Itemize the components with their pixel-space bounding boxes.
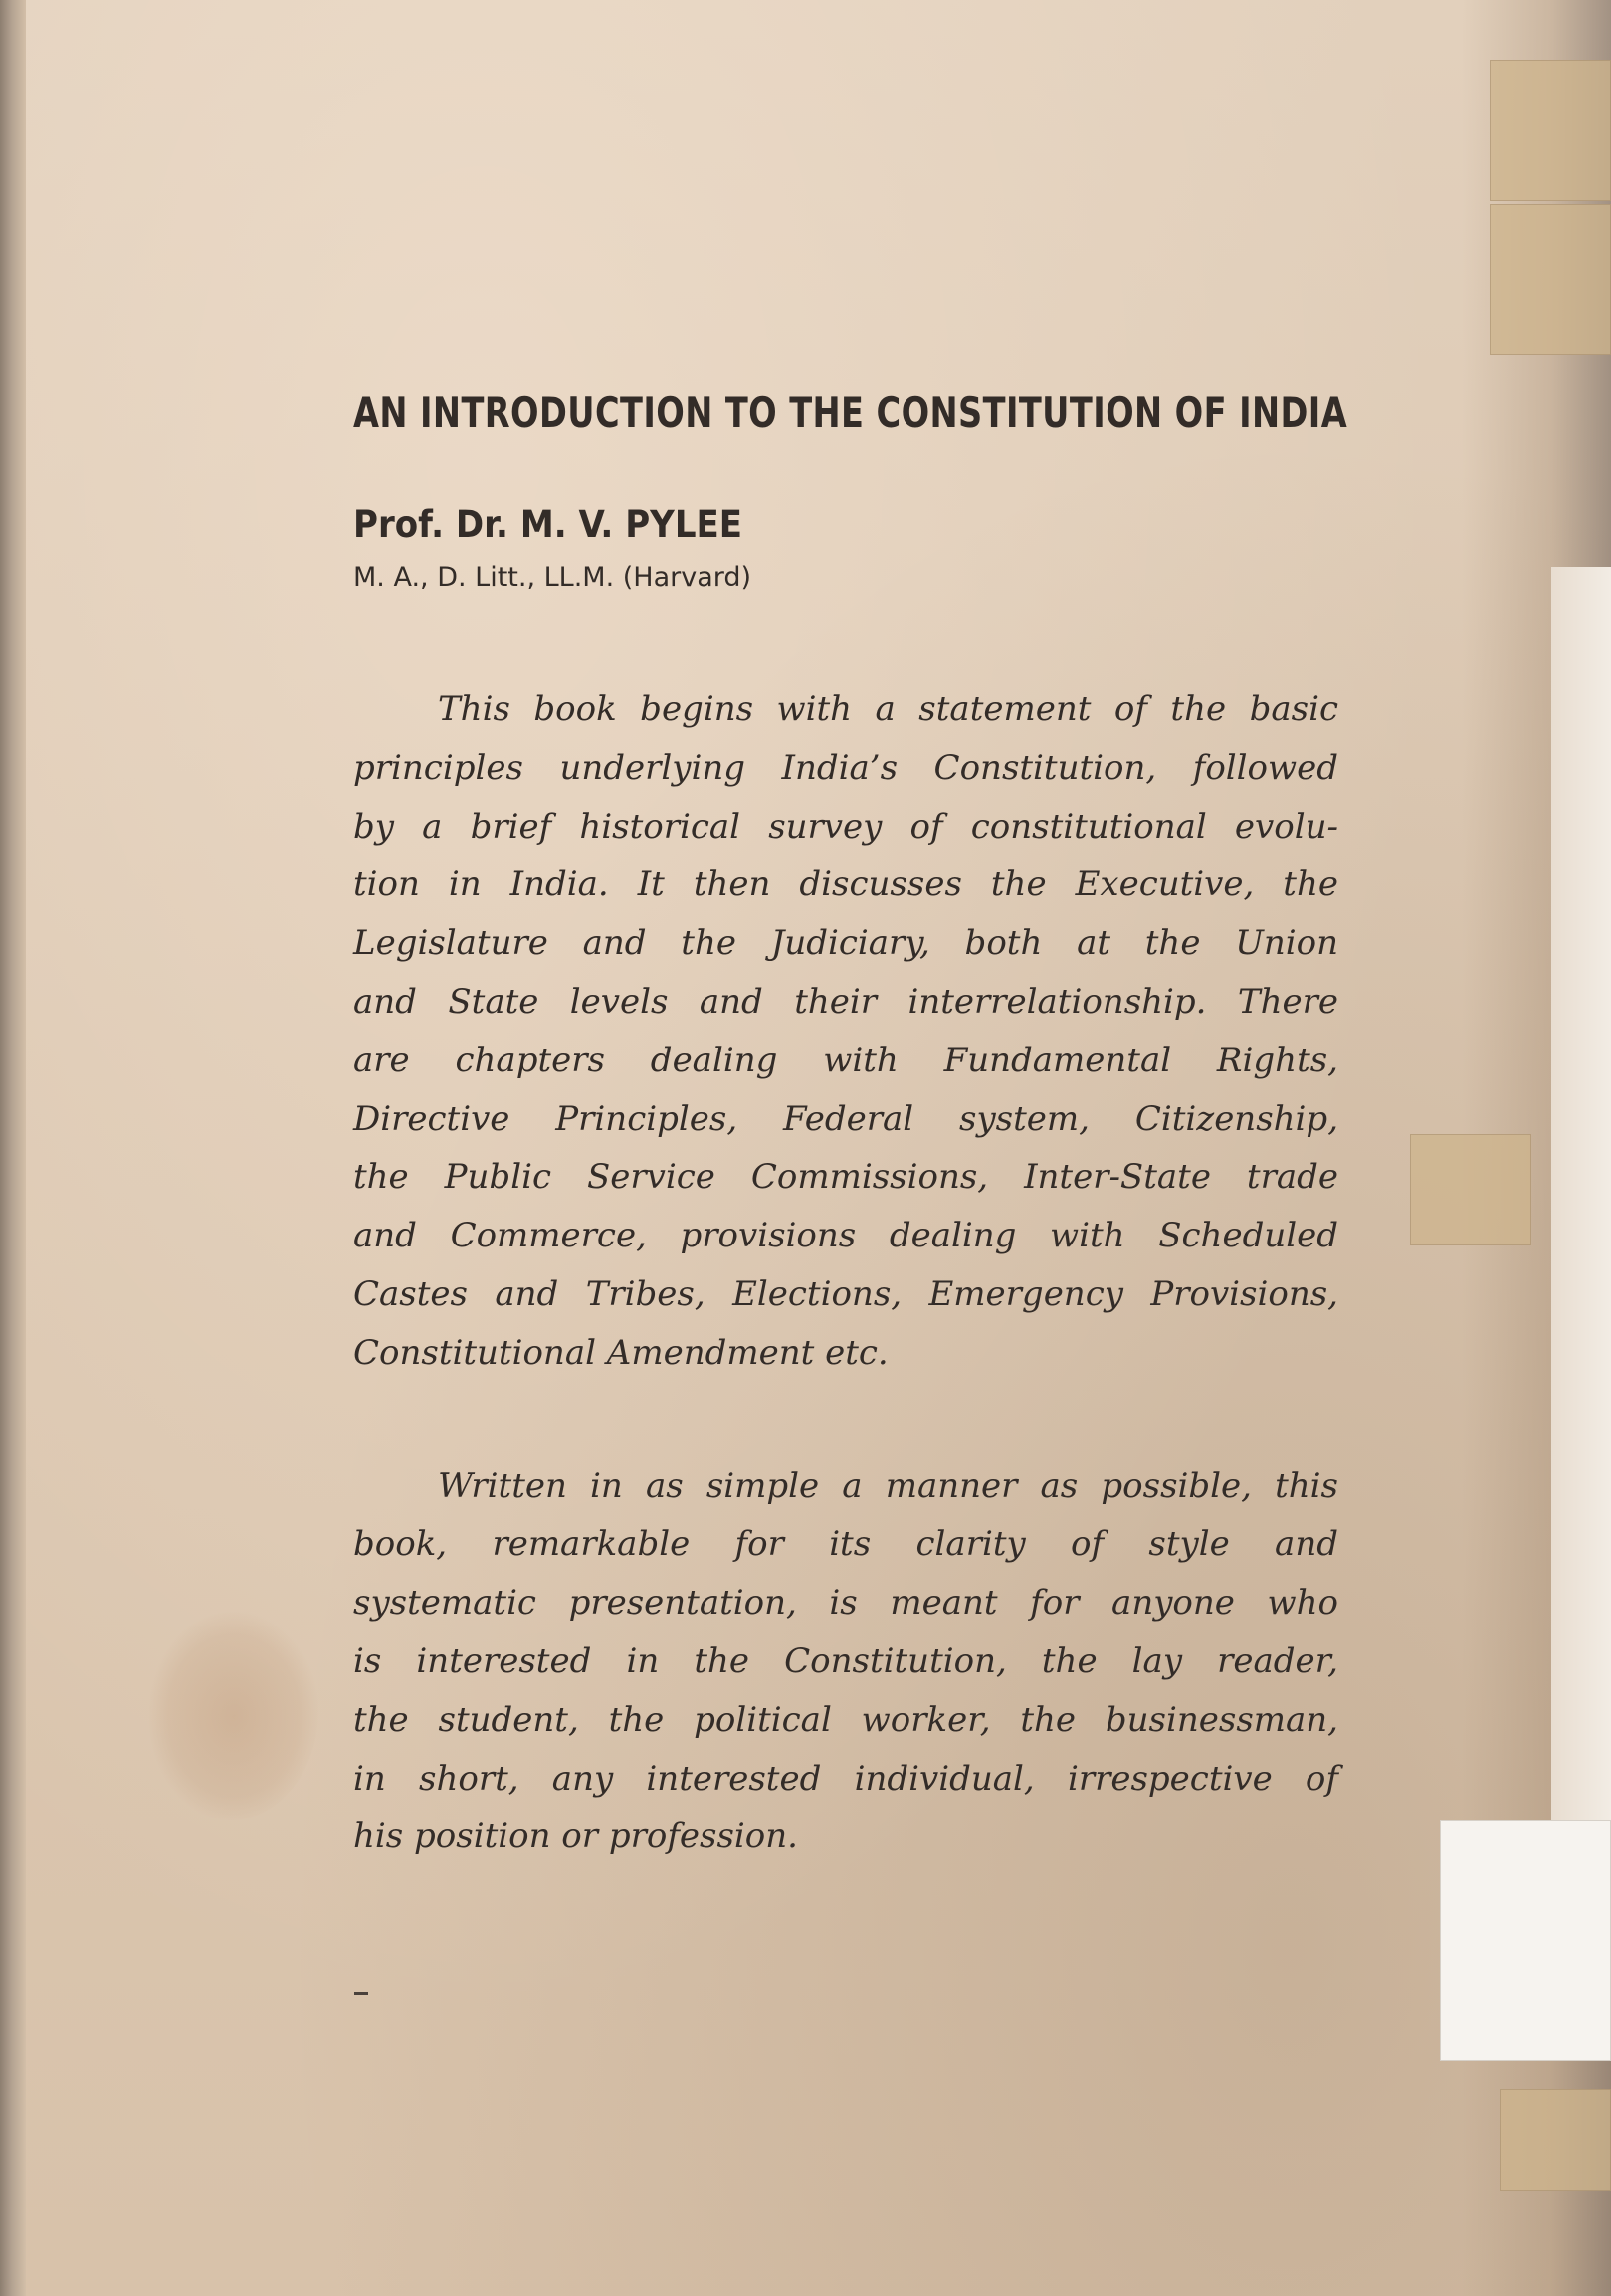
paragraph-line: his position or profession. bbox=[353, 1817, 798, 1857]
paragraph-line: Written in as simple a manner as possible, this bbox=[438, 1465, 1338, 1506]
water-stain bbox=[149, 1612, 318, 1820]
tape-strip bbox=[1490, 60, 1611, 201]
paragraph-line: book, remarkable for its clarity of style and bbox=[353, 1524, 1338, 1565]
cover-spine-edge bbox=[0, 0, 26, 2296]
paragraph-line: tion in India. It then discusses the Executive, the bbox=[353, 864, 1338, 905]
paragraph-line: are chapters dealing with Fundamental Rights, bbox=[353, 1040, 1338, 1080]
paragraph-line: systematic presentation, is meant for anyone who bbox=[353, 1583, 1338, 1624]
paragraph-line: Castes and Tribes, Elections, Emergency Provisions, bbox=[353, 1273, 1338, 1314]
torn-paper-edge bbox=[1551, 567, 1611, 1860]
paragraph-line: Constitutional Amendment etc. bbox=[353, 1332, 889, 1373]
paragraph-line: and Commerce, provisions dealing with Scheduled bbox=[353, 1216, 1338, 1256]
author-name: Prof. Dr. M. V. PYLEE bbox=[353, 503, 743, 546]
printed-dash-mark bbox=[354, 1992, 368, 1995]
blurb-block bbox=[353, 383, 1348, 1866]
description-paragraph-2 bbox=[353, 1457, 1338, 1867]
book-title: AN INTRODUCTION TO THE CONSTITUTION OF INDIA bbox=[353, 388, 1348, 437]
paragraph-line: Legislature and the Judiciary, both at the Union bbox=[353, 923, 1338, 964]
paragraph-line: This book begins with a statement of the basic bbox=[438, 689, 1338, 729]
paragraph-line: principles underlying India’s Constitution, followed bbox=[353, 747, 1338, 788]
author-degrees: M. A., D. Litt., LL.M. (Harvard) bbox=[353, 562, 752, 593]
tape-strip bbox=[1500, 2089, 1611, 2191]
paragraph-line: is interested in the Constitution, the lay reader, bbox=[353, 1640, 1338, 1681]
paragraph-line: in short, any interested individual, irrespective of bbox=[353, 1758, 1338, 1799]
tape-strip bbox=[1490, 204, 1611, 355]
paragraph-line: the Public Service Commissions, Inter-State trade bbox=[353, 1157, 1338, 1198]
tape-strip bbox=[1410, 1134, 1531, 1245]
description-paragraph-1 bbox=[353, 680, 1338, 1383]
paragraph-line: by a brief historical survey of constitutional evolu- bbox=[353, 806, 1338, 847]
paragraph-line: and State levels and their interrelationship. There bbox=[353, 981, 1338, 1022]
library-label bbox=[1440, 1820, 1611, 2061]
paragraph-line: Directive Principles, Federal system, Citizenship, bbox=[353, 1098, 1338, 1139]
paragraph-line: the student, the political worker, the businessman, bbox=[353, 1699, 1338, 1740]
